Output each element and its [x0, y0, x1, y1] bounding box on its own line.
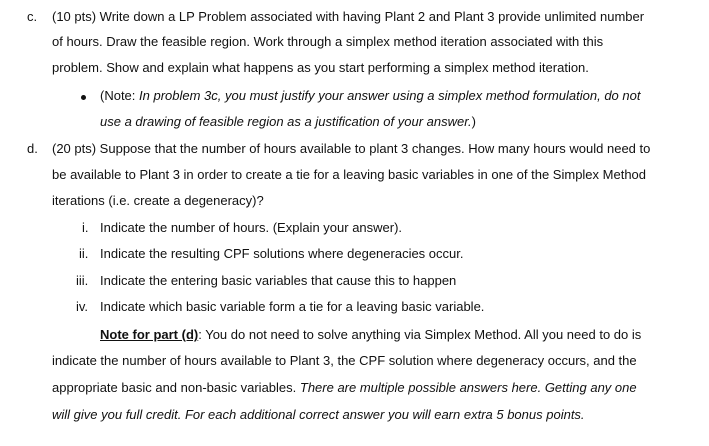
part-d-note-colon: :: [198, 327, 202, 342]
part-c-note-close: ): [471, 114, 477, 129]
part-d-note-line-3: [52, 380, 637, 396]
part-d-note-plain-3: appropriate basic and non-basic variables.: [52, 380, 300, 395]
part-d-note-label: Note for part (d): [100, 327, 199, 342]
list-item: Indicate the entering basic variables that cause this to happen: [100, 273, 457, 288]
list-item-marker: iii.: [76, 273, 89, 288]
part-c-line-1: (10 pts) Write down a LP Problem associated with having Plant 2 and Plant 3 provide unlimited number: [52, 9, 645, 24]
part-c-note-line-1: [100, 88, 640, 104]
part-d-note-italic-3: There are multiple possible answers here. Getting any one: [299, 380, 637, 395]
bullet-icon: [81, 95, 86, 100]
part-c-note-line-2: [100, 114, 476, 130]
part-d-note-rest: You do not need to solve anything via Simplex Method. All you need to do is: [201, 327, 642, 342]
part-d-note-line-1: [100, 327, 641, 343]
part-d-line-2: be available to Plant 3 in order to create a tie for a leaving basic variables in one of the Simplex Method: [52, 167, 647, 182]
list-item: Indicate the resulting CPF solutions where degeneracies occur.: [100, 246, 464, 261]
part-c-line-2: of hours. Draw the feasible region. Work through a simplex method iteration associated with this: [52, 34, 604, 49]
list-item-marker: ii.: [79, 246, 89, 261]
part-c-marker: c.: [27, 9, 38, 24]
part-c-line-3: problem. Show and explain what happens as you start performing a simplex method iteration.: [52, 60, 589, 75]
part-d-note-line-2: indicate the number of hours available to Plant 3, the CPF solution where degeneracy occurs, and the: [52, 353, 637, 368]
part-d-note-line-4: will give you full credit. For each additional correct answer you will earn extra 5 bonus points.: [52, 407, 585, 422]
list-item-marker: iv.: [76, 299, 89, 314]
part-c-note-italic-1: In problem 3c, you must justify your answer using a simplex method formulation, do not: [139, 88, 641, 103]
part-d-line-3: iterations (i.e. create a degeneracy)?: [52, 193, 264, 208]
part-c-note-italic-2: use a drawing of feasible region as a justification of your answer.: [100, 114, 472, 129]
part-d-marker: d.: [27, 141, 38, 156]
list-item-marker: i.: [82, 220, 89, 235]
part-c-note-open: (Note:: [100, 88, 140, 103]
list-item: Indicate the number of hours. (Explain your answer).: [100, 220, 403, 235]
list-item: Indicate which basic variable form a tie for a leaving basic variable.: [100, 299, 485, 314]
part-d-line-1: (20 pts) Suppose that the number of hours available to plant 3 changes. How many hours would need to: [52, 141, 651, 156]
